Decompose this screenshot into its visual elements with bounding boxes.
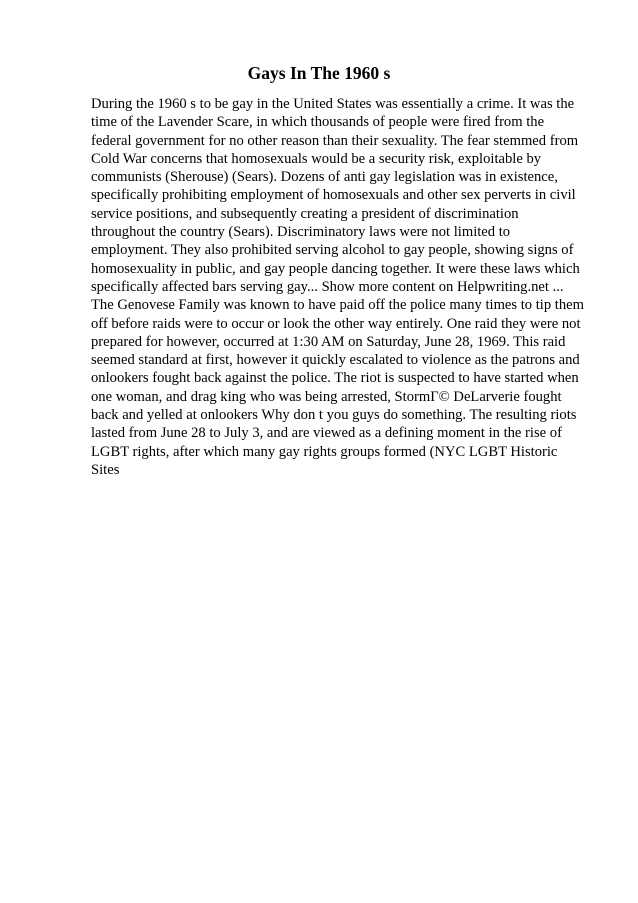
paragraph-stonewall-raid: The Genovese Family was known to have paid off the police many times to tip them off before raids were to occur or look the other way entirely. One raid they were not prepared for however, occurred at 1:30 AM on Saturday, June 28, 1969. This raid seemed standard at first, however it quickly escalated to violence as the patrons and onlookers fought back against the police. The riot is suspected to have started when one woman, and drag king who was being arrested, StormГ© DeLarverie fought back and yelled at onlookers Why don t you guys do something. The resulting riots lasted from June 28 to July 3, and are viewed as a defining moment in the rise of LGBT rights, after which many gay rights groups formed (NYC LGBT Historic Sites <box>91 297 584 478</box>
document-body <box>91 95 585 479</box>
document-title: Gays In The 1960 s <box>247 63 391 83</box>
paragraph-lavender-scare: During the 1960 s to be gay in the United States was essentially a crime. It was the time of the Lavender Scare, in which thousands of people were fired from the federal government for no other reason than their sexuality. The fear stemmed from Cold War concerns that homosexuals would be a security risk, exploitable by communists (Sherouse) (Sears). Dozens of anti gay legislation was in existence, specifically prohibiting employment of homosexuals and other sex perverts in civil service positions, and subsequently creating a president of discrimination throughout the country (Sears). Discriminatory laws were not limited to employment. They also prohibited serving alcohol to gay people, showing signs of homosexuality in public, and gay people dancing together. It were these laws which specifically affected bars serving gay... Show more content on Helpwriting.net ... <box>91 96 580 295</box>
